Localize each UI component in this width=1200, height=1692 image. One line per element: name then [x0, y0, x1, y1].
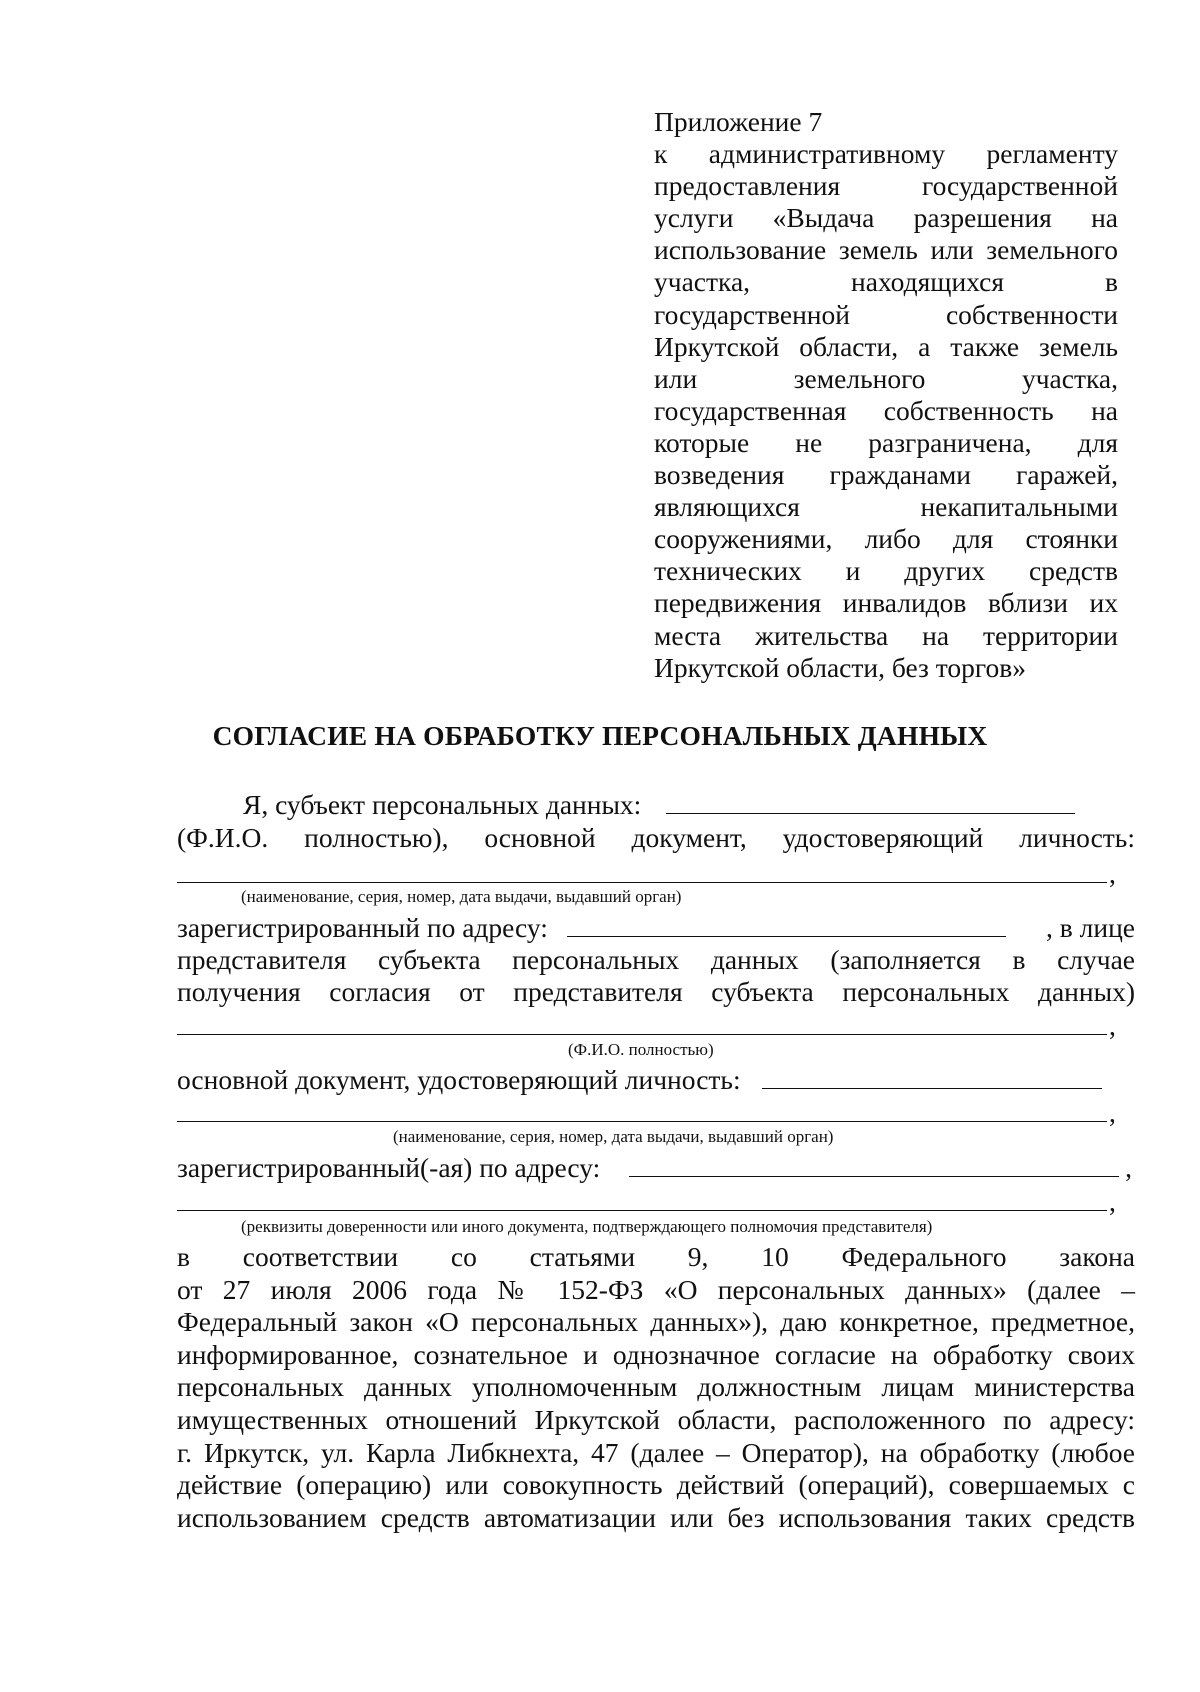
rep-registered-address-field[interactable]	[629, 1152, 1119, 1177]
paragraph-line: г. Иркутск, ул. Карла Либкнехта, 47 (далее – Оператор), на обработку (любое	[177, 1436, 1135, 1468]
appendix-line: возведения гражданами гаражей,	[654, 459, 1118, 491]
document-title: СОГЛАСИЕ НА ОБРАБОТКУ ПЕРСОНАЛЬНЫХ ДАННЫХ	[212, 720, 988, 751]
registered-tail: , в лице	[1046, 912, 1135, 943]
paragraph-line: использованием средств автоматизации или без использования таких средств	[177, 1501, 1135, 1533]
comma: ,	[1125, 1152, 1133, 1183]
appendix-line: к административному регламенту	[654, 138, 1118, 170]
appendix-line: передвижения инвалидов вблизи их	[654, 587, 1118, 619]
rep-doc-row	[177, 1064, 1135, 1096]
rep-doc-detail-field[interactable]	[177, 1121, 1107, 1122]
representative-line-2: получения согласия от представителя субъекта персональных данных)	[177, 976, 1135, 1007]
rep-doc-field[interactable]	[762, 1064, 1102, 1089]
registered-label: зарегистрированный по адресу:	[177, 912, 548, 943]
comma: ,	[1109, 1186, 1116, 1217]
rep-registered-label: зарегистрированный(-ая) по адресу:	[177, 1152, 601, 1183]
appendix-line: сооружениями, либо для стоянки	[654, 523, 1118, 555]
subject-fio-field[interactable]	[666, 789, 1075, 814]
comma: ,	[1109, 1010, 1116, 1041]
appendix-line: Иркутской области, без торгов»	[654, 651, 1027, 683]
caption-rep-doc: (наименование, серия, номер, дата выдачи, выдавший орган)	[393, 1127, 834, 1146]
caption-fio: (Ф.И.О. полностью)	[568, 1040, 714, 1059]
consent-paragraph	[177, 1241, 1135, 1534]
paragraph-line: от 27 июля 2006 года № 152-ФЗ «О персональных данных» (далее –	[177, 1273, 1135, 1305]
appendix-line: технических и других средств	[654, 555, 1118, 587]
paragraph-line: персональных данных уполномоченным должностным лицам министерства	[177, 1371, 1135, 1403]
subject-row	[177, 789, 1135, 821]
appendix-line: государственная собственность на	[654, 394, 1118, 426]
appendix-line: места жительства на территории	[654, 619, 1118, 651]
caption-power: (реквизиты доверенности или иного документа, подтверждающего полномочия представителя)	[241, 1217, 933, 1236]
fio-doc-line: (Ф.И.О. полностью), основной документ, удостоверяющий личность:	[177, 822, 1135, 853]
representative-line-1: представителя субъекта персональных данных (заполняется в случае	[177, 944, 1135, 975]
paragraph-line: действие (операцию) или совокупность действий (операций), совершаемых с	[177, 1469, 1135, 1501]
paragraph-line: в соответствии со статьями 9, 10 Федерального закона	[177, 1241, 1135, 1272]
comma: ,	[1109, 858, 1116, 889]
appendix-line: Приложение 7	[654, 106, 823, 137]
appendix-line: Иркутской области, а также земель	[654, 330, 1118, 362]
paragraph-line: имущественных отношений Иркутской области, расположенного по адресу:	[177, 1403, 1135, 1435]
appendix-line: использование земель или земельного	[654, 234, 1118, 266]
subject-doc-field[interactable]	[177, 882, 1107, 883]
appendix-line: государственной собственности	[654, 298, 1118, 330]
appendix-line: предоставления государственной	[654, 170, 1118, 202]
appendix-line: участка, находящихся в	[654, 266, 1118, 298]
paragraph-line: информированное, сознательное и однозначное согласие на обработку своих	[177, 1338, 1135, 1370]
subject-label: Я, субъект персональных данных:	[243, 789, 642, 820]
comma: ,	[1109, 1097, 1116, 1128]
caption-subject-doc: (наименование, серия, номер, дата выдачи, выдавший орган)	[241, 887, 682, 906]
appendix-line: услуги «Выдача разрешения на	[654, 202, 1118, 234]
appendix-header	[654, 106, 1118, 684]
registered-address-field[interactable]	[567, 912, 1006, 937]
appendix-line: или земельного участка,	[654, 362, 1118, 394]
appendix-line: являющихся некапитальными	[654, 491, 1118, 523]
rep-registered-row	[177, 1152, 1135, 1184]
registered-row	[177, 912, 1135, 944]
representative-fio-field[interactable]	[177, 1034, 1107, 1035]
paragraph-line: Федеральный закон «О персональных данных»), даю конкретное, предметное,	[177, 1306, 1135, 1338]
rep-doc-label: основной документ, удостоверяющий личность:	[177, 1064, 741, 1095]
power-of-attorney-field[interactable]	[177, 1210, 1107, 1211]
appendix-line: которые не разграничена, для	[654, 426, 1118, 458]
